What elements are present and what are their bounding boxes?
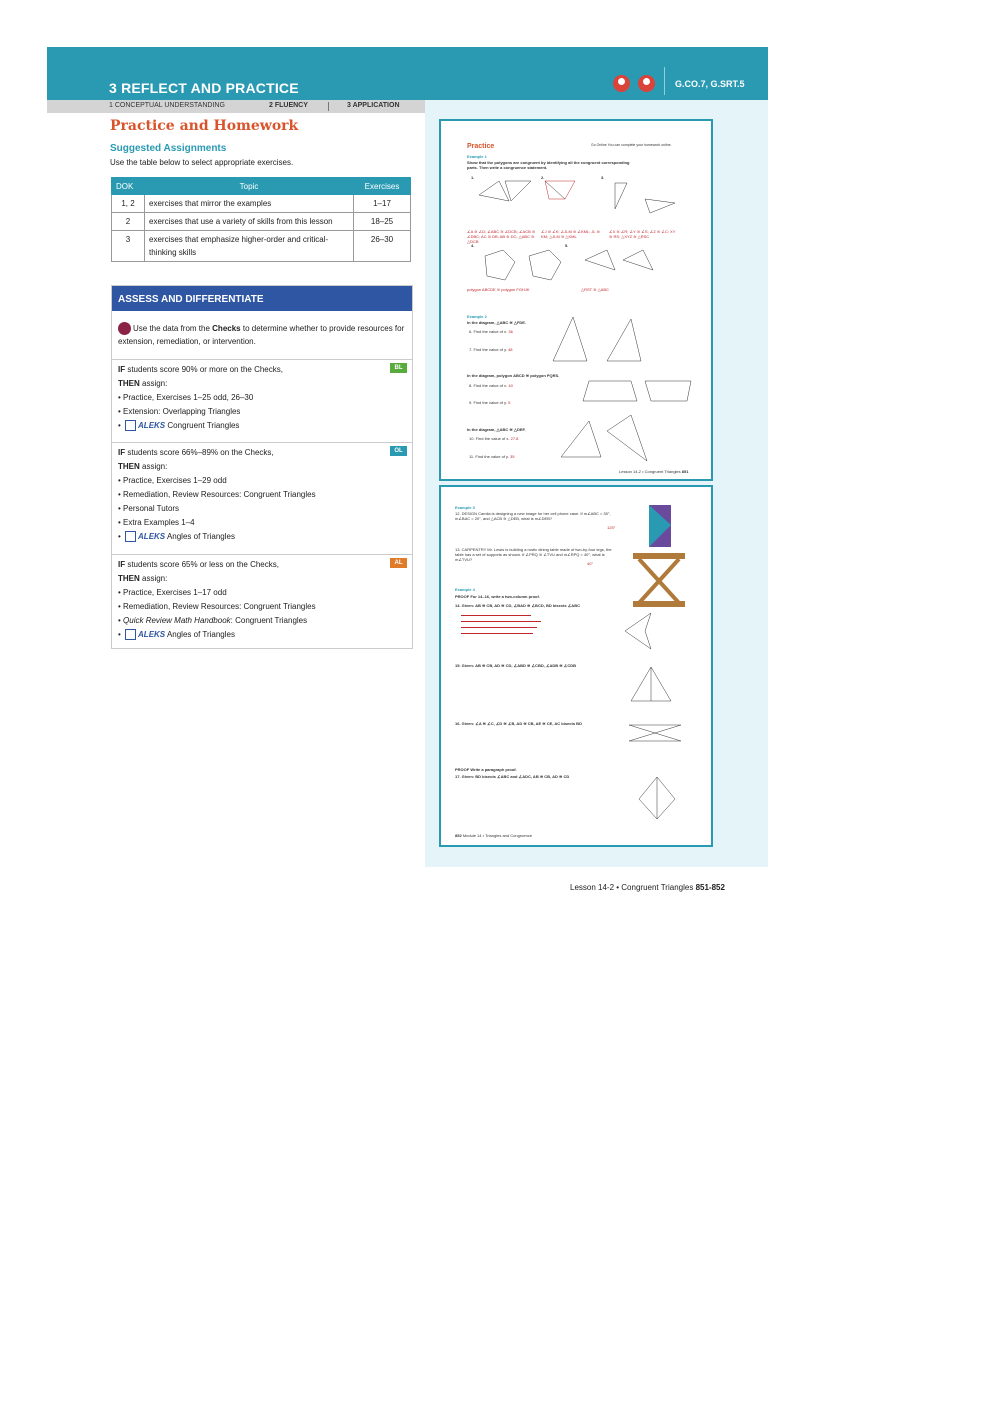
question-11: 11. Find the value of y. (469, 454, 509, 459)
page-footer: Lesson 14-2 • Congruent Triangles 851-852 (570, 883, 725, 892)
student-page-851 (439, 119, 713, 481)
list-item: • Extra Examples 1–4 (118, 518, 195, 527)
table-row (112, 231, 411, 262)
exercise-number: 3. (601, 175, 605, 180)
answer-12: 125° (607, 525, 616, 530)
page-title: Practice and Homework (110, 118, 299, 134)
question-10: 10. Find the value of x. (469, 436, 510, 441)
person-icon (613, 75, 630, 92)
dok-cell: 3 (112, 231, 145, 262)
diagram-caption: In the diagram, polygon ABCD ≅ polygon PQRS. (467, 373, 560, 378)
tier-badge: OL (390, 446, 407, 456)
answer-1: ∠A ≅ ∠D; ∠ABC ≅ ∠DCB; ∠ACB ≅ ∠DBC; AC ≅ DB; AB ≅ DC; △ABC ≅ △DCB (467, 229, 536, 244)
section-title: 3 REFLECT AND PRACTICE (109, 80, 299, 96)
list-item: • Extension: Overlapping Triangles (118, 407, 241, 416)
steps-bar (47, 100, 425, 113)
quadrilateral-diagram (581, 377, 701, 405)
proof-16-diagram (625, 721, 685, 745)
step-application: 3 APPLICATION (347, 102, 400, 109)
proof-14-diagram (621, 609, 671, 651)
table-legs-image (631, 551, 691, 611)
exercise-number: 4. (471, 243, 475, 248)
header-divider (664, 67, 665, 95)
assess-intro: Use the data from the Checks to determine whether to provide resources for extension, remediation, or intervention. (118, 324, 405, 347)
dok-table (111, 177, 411, 262)
dok-header: DOK (112, 178, 145, 195)
aleks-icon (125, 531, 136, 542)
proof-instructions: PROOF For 14–16, write a two-column proof. (455, 594, 540, 599)
answer-11: 35 (510, 454, 515, 459)
question-14: 14. Given: AB ≅ CB, AD ≅ CD, ∠BAD ≅ ∠BCD, BD bisects ∠ABC (455, 603, 580, 608)
topic-cell: exercises that emphasize higher-order and critical-thinking skills (145, 231, 354, 262)
assess-heading-bar (112, 286, 412, 311)
practice-heading: Practice (467, 143, 495, 150)
group-icon (638, 75, 655, 92)
page-number: 851 (681, 469, 689, 474)
assess-differentiate-box (111, 285, 413, 649)
section-header (47, 47, 768, 100)
exercises-cell: 18–25 (354, 213, 411, 231)
standards-label: G.CO.7, G.SRT.5 (675, 79, 745, 89)
go-online-note: Go Online You can complete your homework online. (591, 143, 672, 147)
assess-heading: ASSESS AND DIFFERENTIATE (118, 294, 264, 305)
example-label: Example 3 (455, 505, 475, 510)
aleks-icon (125, 420, 136, 431)
polygon-diagrams (475, 246, 685, 286)
list-item: • ALEKS Angles of Triangles (118, 630, 235, 639)
question-6: 6. Find the value of x. (469, 329, 508, 334)
suggested-assignments-heading: Suggested Assignments (110, 143, 227, 154)
example-label: Example 1 (467, 154, 487, 159)
topic-cell: exercises that use a variety of skills from this lesson (145, 213, 354, 231)
question-12: 12. DESIGN Camila is designing a new image for her cell phone case. If m∠ABC = 35°, m∠BAC = 20°, and △ACB ≅ △DEB, what is m∠DEB? (455, 511, 611, 521)
question-13: 13. CARPENTRY Mr. Lewis is building a rustic dining table made of two-by-four legs, the table has a set of supports as shown. If ∠PRQ ≅ ∠TVU and m∠RPQ = 40°, what is m∠TVU? (455, 547, 612, 562)
page-footer: Module 14 • Triangles and Congruence (462, 833, 533, 838)
page-footer: Lesson 14-2 • Congruent Triangles (619, 469, 681, 474)
proof-14-lines (461, 611, 621, 655)
list-item: • Remediation, Review Resources: Congruent Triangles (118, 490, 316, 499)
exercises-cell: 26–30 (354, 231, 411, 262)
answer-10: 27.8 (510, 436, 519, 441)
step-conceptual: 1 CONCEPTUAL UNDERSTANDING (109, 102, 225, 109)
answer-5: △RST ≅ △ABC (581, 287, 609, 292)
question-17: 17. Given: BD bisects ∠ABC and ∠ADC, AB ≅ CB, AD ≅ CD (455, 774, 570, 779)
answer-13: 40° (587, 561, 594, 566)
triangle-abc-fde-diagram (551, 313, 701, 365)
exercise-number: 2. (541, 175, 545, 180)
exercise-number: 5. (565, 243, 569, 248)
aleks-icon (125, 629, 136, 640)
answer-2: ∠J ≅ ∠K; ∠JLM ≅ ∠KML; JL ≅ KM; △JLM ≅ △KML (541, 229, 600, 239)
question-8: 8. Find the value of x. (469, 383, 508, 388)
exercises-cell: 1–17 (354, 195, 411, 213)
step-divider (328, 102, 329, 111)
step-fluency: 2 FLUENCY (269, 102, 308, 109)
page-number: 852 (455, 833, 462, 838)
question-15: 15. Given: AB ≅ CB, AD ≅ CD, ∠ABD ≅ ∠CBD, ∠ADB ≅ ∠CDB (455, 663, 577, 668)
table-row (112, 213, 411, 231)
diagram-caption: In the diagram, △ABC ≅ △FDE. (467, 320, 527, 325)
answer-7: 48 (508, 347, 513, 352)
table-row (112, 195, 411, 213)
triangle-def-diagram (557, 411, 657, 465)
answer-4: polygon ABCDE ≅ polygon FGHJK (467, 287, 530, 292)
tier-on-level: OL IF students score 66%–89% on the Checks, THEN assign: • Practice, Exercises 1–29 odd • Remediation, Review Resources: Congruent Triangles • Personal Tutors • Extra Examples 1–4 • ALEKS Angles of Triangles (112, 442, 412, 554)
list-item: • Personal Tutors (118, 504, 180, 513)
proof-15-diagram (627, 665, 677, 707)
dok-cell: 1, 2 (112, 195, 145, 213)
list-item: • Practice, Exercises 1–17 odd (118, 588, 227, 597)
instructions: Show that the polygons are congruent by identifying all the congruent corresponding parts. Then write a congruence statement. (467, 160, 630, 170)
tier-badge: AL (390, 558, 407, 568)
list-item: • Practice, Exercises 1–29 odd (118, 476, 227, 485)
list-item: • ALEKS Angles of Triangles (118, 532, 235, 541)
proof-instructions: PROOF Write a paragraph proof. (455, 767, 517, 772)
dok-cell: 2 (112, 213, 145, 231)
triangle-diagrams (475, 177, 711, 229)
topic-cell: exercises that mirror the examples (145, 195, 354, 213)
list-item: • Remediation, Review Resources: Congruent Triangles (118, 602, 316, 611)
example-label: Example 2 (467, 314, 487, 319)
list-item: • Practice, Exercises 1–25 odd, 26–30 (118, 393, 254, 402)
question-16: 16. Given: ∠A ≅ ∠C, ∠D ≅ ∠B, AD ≅ CB, AE ≅ CE, AC bisects BD (455, 721, 582, 726)
data-chart-icon (118, 322, 131, 335)
table-intro: Use the table below to select appropriate exercises. (110, 158, 294, 167)
header-icons (613, 75, 659, 93)
proof-17-diagram (635, 775, 679, 823)
tier-approaching-level: AL IF students score 65% or less on the Checks, THEN assign: • Practice, Exercises 1–17 odd • Remediation, Review Resources: Congruent Triangles • Quick Review Math Handbook: Congruent Triangles • ALEKS Angles of Triangles (112, 554, 412, 647)
answer-8: 40 (508, 383, 513, 388)
answer-6: 36 (508, 329, 513, 334)
example-label: Example 4 (455, 587, 475, 592)
tier-beyond-level: BL IF students score 90% or more on the Checks, THEN assign: • Practice, Exercises 1–25 odd, 26–30 • Extension: Overlapping Triangles • ALEKS Congruent Triangles (112, 359, 412, 442)
answer-3: ∠X ≅ ∠R; ∠Y ≅ ∠S; ∠Z ≅ ∠C; XY ≅ RS; △XYZ ≅ △RSC (609, 229, 676, 239)
question-7: 7. Find the value of y. (469, 347, 507, 352)
topic-header: Topic (145, 178, 354, 195)
tier-badge: BL (390, 363, 407, 373)
exercise-number: 1. (471, 175, 475, 180)
question-9: 9. Find the value of y. (469, 400, 507, 405)
diagram-caption: In the diagram, △ABC ≅ △DEF. (467, 427, 526, 432)
list-item: • ALEKS Congruent Triangles (118, 421, 240, 430)
student-page-852 (439, 485, 713, 847)
phone-case-image (647, 503, 677, 551)
exercises-header: Exercises (354, 178, 411, 195)
list-item: • Quick Review Math Handbook: Congruent Triangles (118, 616, 308, 625)
answer-9: 5 (508, 400, 511, 405)
